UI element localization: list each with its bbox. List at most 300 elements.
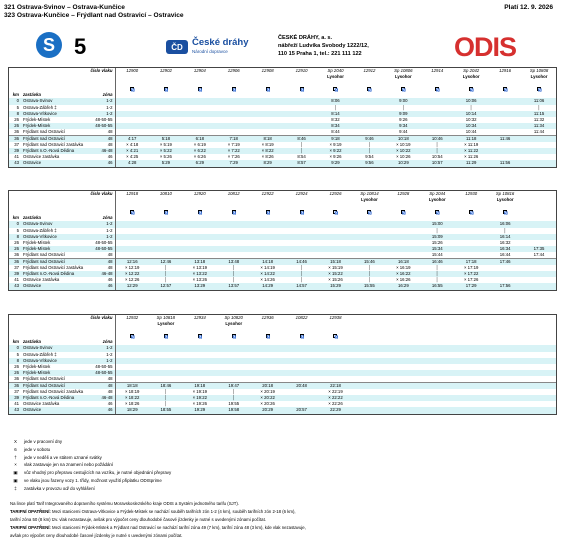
station-km: 0 (9, 221, 21, 227)
departure-time: 8:06 (319, 98, 353, 104)
wheelchair-icon: ♿ (436, 88, 440, 93)
departure-time (251, 252, 285, 259)
departure-time: 8:54 (297, 154, 306, 160)
station-name: Ostrava-Svinov (21, 345, 89, 351)
legend (12, 438, 171, 493)
train-number: Sp 10816 (495, 191, 515, 196)
station-zone: 1-2 (89, 221, 115, 227)
departure-time: 10:14 (454, 111, 488, 117)
note-text: tarifní zóna 50 (8 km) tzv. vlak nezastavuje, avšak pro výpočet ceny dlouhodobé časové jízdenky je nutné s uvedenými zónami počítat. (10, 517, 266, 522)
wheelchair-icon: ♿ (300, 335, 305, 340)
departure-time: │ (401, 104, 405, 110)
departure-time: 8:18 (251, 136, 285, 143)
departure-time: 5:29 (149, 160, 183, 166)
station-zone: 48 (89, 259, 115, 266)
departure-time: 15:46 (352, 259, 386, 266)
departure-time: │ (368, 277, 371, 283)
departure-time: 15:18 (319, 259, 353, 266)
departure-time: 14:29 (251, 283, 285, 289)
station-name: Ostrava-Zábřeh ‡ (23, 104, 57, 110)
station-name: Frýdlant nad Ostravicí (23, 375, 66, 381)
station-zone: 48 (89, 389, 115, 395)
station-km: 0 (9, 345, 21, 351)
legend-item (12, 461, 171, 469)
departure-time: 7:18 (217, 136, 251, 143)
departure-time: × 9:22 (319, 148, 353, 154)
departure-time: × 19:22 (183, 395, 217, 401)
departure-time: × 8:26 (261, 154, 274, 160)
station-zone: 48 (89, 265, 115, 271)
station-name: Frýdek-Místek (21, 370, 89, 376)
departure-time: × 5:26 (159, 154, 172, 160)
train-number: 12932 (126, 315, 139, 320)
train-number: 12936 (261, 315, 274, 320)
departure-time: 11:29 (454, 160, 488, 166)
departure-time: 9:29 (319, 160, 353, 166)
legend-symbol: ▣ (13, 470, 18, 476)
departure-time: 22:29 (319, 407, 353, 413)
departure-time: 20:29 (251, 407, 285, 413)
departure-time: × 15:22 (319, 271, 353, 277)
legend-symbol: 6 (14, 446, 17, 452)
departure-time: │ (352, 271, 386, 277)
departure-time: 12:46 (149, 259, 183, 266)
station-zone: 46 (89, 160, 115, 166)
departure-time (386, 252, 420, 259)
station-km: 0 (9, 98, 21, 104)
departure-time: × 14:19 (260, 265, 275, 271)
station-zone: 48-50-55 (89, 364, 115, 370)
station-zone: 1-2 (89, 352, 115, 358)
timetable-sheet (4, 4, 557, 541)
station-name: Frýdek-Místek (23, 363, 51, 369)
station-km: 5 (16, 104, 19, 110)
note-text: avšak pro výpočet ceny dlouhodobé časové jízdenky je nutné s uvedenými zónami počítat. (10, 533, 183, 538)
station-name: Frýdlant nad Ostravicí (21, 383, 89, 390)
station-name: Frýdlant nad Ostravicí zastávka (23, 389, 84, 395)
departure-time: 10:29 (386, 160, 420, 166)
station-km: 8 (9, 111, 21, 117)
validity-date: Platí 12. 9. 2026 (504, 4, 553, 11)
departure-time (454, 407, 488, 413)
departure-time: │ (285, 271, 319, 277)
station-zone: 48-50-55 (89, 117, 115, 123)
legend-symbol: † (14, 454, 17, 460)
departure-time: 15:44 (431, 251, 443, 257)
departure-time (352, 376, 386, 383)
train-number-label: číslo vlaku (89, 191, 115, 197)
departure-time: × 7:26 (227, 154, 240, 160)
timetable-block-1 (8, 67, 557, 168)
departure-time (149, 129, 183, 136)
departure-time (319, 376, 353, 383)
departure-time: │ (368, 265, 371, 271)
departure-time: │ (164, 401, 168, 407)
station-km: 5 (16, 351, 19, 357)
departure-time (352, 383, 386, 390)
station-row (9, 136, 556, 143)
train-number: Sp 10820 (224, 315, 243, 320)
departure-time: × 13:22 (183, 271, 217, 277)
departure-time: × 22:22 (319, 395, 353, 401)
train-number: 10810 (159, 191, 172, 196)
station-name: Frýdlant nad Ostravicí (21, 136, 89, 143)
departure-time: │ (217, 271, 251, 277)
departure-time: 19:18 (183, 383, 217, 390)
train-number: 12934 (193, 315, 206, 320)
train-number: Sp 10806 (394, 68, 413, 73)
departure-time: × 22:26 (328, 401, 343, 407)
departure-time: 16:29 (386, 283, 420, 289)
departure-time: 9:54 (365, 154, 374, 160)
wheelchair-icon: ♿ (334, 88, 339, 93)
departure-time: × 11:19 (464, 142, 479, 148)
wheelchair-icon: ♿ (266, 335, 271, 340)
station-name: Frýdlant n.O.-Nová Dědina (21, 395, 89, 401)
departure-time: 17:29 (454, 283, 488, 289)
departure-time: 16:55 (420, 283, 454, 289)
departure-time: │ (503, 227, 507, 233)
station-zone: 46-48 (89, 395, 115, 401)
s-line-logo (34, 30, 104, 65)
wheelchair-icon: ♿ (164, 211, 169, 216)
station-zone: 1-2 (89, 111, 115, 117)
station-km: 5 (16, 227, 19, 233)
departure-time: 20:48 (285, 383, 319, 390)
train-number: 10822 (295, 315, 308, 320)
station-km: 37 (14, 265, 19, 271)
departure-time (522, 136, 556, 143)
station-header: zastávka (23, 215, 41, 221)
departure-time: × 5:22 (149, 148, 183, 154)
station-zone: 48 (89, 376, 115, 383)
departure-time: 22:18 (319, 383, 353, 390)
departure-time: 7:29 (217, 160, 251, 166)
departure-time: │ (435, 265, 439, 271)
station-zone: 48 (89, 383, 115, 390)
departure-time: × 17:19 (463, 265, 479, 271)
departure-time: × 20:26 (260, 401, 275, 407)
departure-time (522, 160, 556, 166)
km-header: km (12, 339, 19, 345)
departure-time (183, 252, 217, 259)
departure-time (319, 252, 353, 259)
train-number: Sp 2042 (463, 68, 480, 73)
km-header: km (12, 215, 19, 221)
departure-time: 14:46 (285, 259, 319, 266)
wheelchair-icon: ♿ (232, 335, 237, 340)
departure-time (352, 129, 386, 136)
departure-time: 11:34 (522, 123, 556, 129)
departure-time: 16:32 (499, 239, 511, 245)
company-address: nábřeží Ludvíka Svobody 1222/12, (278, 43, 369, 49)
station-zone: 1-2 (89, 228, 115, 234)
note-line (10, 500, 555, 508)
station-km: 8 (9, 358, 21, 364)
departure-time: 11:18 (454, 136, 488, 143)
departure-time: 13:29 (183, 283, 217, 289)
wheelchair-icon: ♿ (504, 211, 508, 216)
wheelchair-icon: ♿ (436, 211, 440, 216)
station-km: 26 (9, 246, 21, 252)
station-name: Ostravice (21, 407, 89, 413)
departure-time: × 4:18 (126, 142, 139, 148)
train-name: Lysohor (462, 74, 480, 80)
departure-time: 19:58 (217, 407, 251, 413)
wheelchair-icon: ♿ (504, 88, 508, 93)
departure-time: │ (285, 148, 319, 154)
departure-time: │ (300, 277, 303, 283)
departure-time: × 16:19 (396, 265, 411, 271)
station-name: Ostrava-Svinov (21, 221, 89, 227)
train-number: 12928 (397, 191, 410, 196)
station-zone: 48 (89, 136, 115, 143)
departure-time: × 10:19 (396, 142, 411, 148)
departure-time: 4:28 (115, 160, 149, 166)
departure-time: │ (149, 395, 183, 401)
departure-time: × 14:26 (260, 277, 275, 283)
cd-icon (166, 40, 188, 54)
train-number: 12912 (363, 68, 376, 73)
departure-time: │ (352, 148, 386, 154)
departure-time: 9:34 (386, 123, 420, 129)
departure-time: 11:46 (488, 136, 522, 143)
departure-time (386, 383, 420, 390)
departure-time: 10:57 (420, 160, 454, 166)
legend-item (12, 438, 171, 446)
departure-time: 8:34 (319, 123, 353, 129)
station-zone: 1-2 (89, 105, 115, 111)
train-name: Lysohor (394, 74, 412, 80)
wheelchair-icon: ♿ (198, 335, 203, 340)
company-city: 110 15 Praha 1, tel.: 221 111 122 (278, 51, 362, 57)
s-line-number: 5 (74, 34, 87, 59)
note-line (10, 524, 555, 532)
departure-time: × 15:26 (328, 277, 343, 283)
company-name: ČESKÉ DRÁHY, a. s. (278, 35, 333, 41)
departure-time (285, 129, 319, 136)
departure-time: 9:56 (352, 160, 386, 166)
departure-time: │ (300, 142, 303, 148)
departure-time: 16:14 (488, 234, 522, 240)
station-name: Frýdlant nad Ostravicí (23, 251, 66, 257)
departure-time: 8:44 (331, 128, 340, 134)
departure-time: × 19:19 (192, 389, 208, 395)
wheelchair-icon: ♿ (266, 211, 271, 216)
station-zone: 46 (89, 401, 115, 407)
train-number: Sp 10808 (529, 68, 549, 73)
departure-time: │ (232, 389, 236, 395)
station-km: 36 (14, 128, 19, 134)
train-name: Lysohor (530, 74, 548, 80)
station-row (9, 259, 556, 266)
train-number: 12916 (499, 68, 512, 73)
departure-time (488, 407, 522, 413)
departure-time: │ (334, 104, 337, 110)
train-number: Sp 10814 (360, 191, 379, 196)
legend-text: zastávka v provozu od/ do vyhlášení (24, 485, 95, 491)
station-km: 41 (14, 401, 19, 407)
departure-time: 10:32 (465, 116, 477, 122)
station-name: Frýdlant n.O.-Nová Dědina (21, 148, 89, 154)
departure-time (420, 383, 454, 390)
station-km: 26 (9, 123, 21, 129)
departure-time: │ (164, 389, 168, 395)
station-zone: 1-2 (89, 345, 115, 351)
departure-time: 8:57 (285, 160, 319, 166)
train-name: Lysohor (361, 197, 378, 203)
departure-time: × 22:19 (328, 389, 343, 395)
station-zone: 48 (89, 129, 115, 136)
departure-time (183, 376, 217, 383)
legend-item (12, 454, 171, 462)
station-km: 37 (14, 142, 19, 148)
station-zone: 46 (89, 154, 115, 160)
wheelchair-icon: ♿ (164, 335, 169, 340)
departure-time: 19:55 (228, 401, 240, 407)
departure-time: × 9:26 (329, 154, 342, 160)
departure-time (420, 407, 454, 413)
departure-time: × 12:19 (124, 265, 140, 271)
train-name: Lysohor (428, 197, 446, 203)
zone-header: zóna (89, 215, 115, 221)
station-zone: 46 (89, 277, 115, 283)
train-name: Lysohor (496, 197, 514, 203)
station-km: 36 (14, 251, 19, 257)
departure-time: 8:29 (251, 160, 285, 166)
departure-time (386, 376, 420, 383)
legend-item (12, 485, 171, 493)
departure-time: 8:14 (319, 111, 353, 117)
station-row (9, 160, 556, 166)
departure-time: 16:46 (420, 259, 454, 266)
station-zone: 48-50-55 (89, 123, 115, 129)
svg-text:S: S (42, 35, 56, 55)
station-name: Frýdek-Místek (21, 123, 89, 129)
station-name: Frýdek-Místek (23, 116, 51, 122)
station-km: 39 (9, 148, 21, 154)
station-name: Ostravice zastávka (23, 401, 60, 407)
departure-time: 10:54 (431, 154, 443, 160)
wheelchair-icon: ♿ (198, 88, 203, 93)
train-number: 12908 (261, 68, 274, 73)
station-name: Ostravice zastávka (23, 277, 60, 283)
departure-time: │ (232, 265, 236, 271)
departure-time: 18:18 (115, 383, 149, 390)
wheelchair-icon: ♿ (198, 211, 203, 216)
train-number: 12910 (295, 68, 308, 73)
departure-time: 17:46 (488, 259, 522, 266)
departure-time: │ (435, 227, 439, 233)
legend-text: ve vlaku jsou řazeny vozy 1. třídy, možnost využití připlatku ODISprime (24, 477, 162, 483)
departure-time: 16:44 (499, 251, 511, 257)
departure-time: × 7:22 (217, 148, 251, 154)
departure-time: × 19:26 (192, 401, 208, 407)
svg-text:ČD: ČD (171, 43, 183, 52)
station-km: 36 (9, 259, 21, 266)
departure-time: × 17:26 (463, 277, 479, 283)
departure-time: 18:46 (149, 383, 183, 390)
departure-time (488, 129, 522, 136)
train-number: 12924 (295, 191, 308, 196)
ceske-drahy-logo (166, 38, 249, 56)
note-line (10, 516, 555, 524)
wheelchair-icon: ♿ (232, 88, 237, 93)
departure-time: × 11:22 (454, 148, 488, 154)
legend-item (12, 477, 171, 485)
departure-time: 9:44 (399, 128, 408, 134)
departure-time: 8:32 (331, 116, 340, 122)
departure-time: 11:32 (533, 116, 545, 122)
wheelchair-icon: ♿ (334, 335, 339, 340)
departure-time (217, 129, 251, 136)
station-km: 26 (14, 116, 19, 122)
departure-time: 15:34 (420, 246, 454, 252)
departure-time: × 8:19 (261, 142, 274, 148)
departure-time: │ (420, 271, 454, 277)
departure-time (454, 252, 488, 259)
departure-time: 17:56 (488, 283, 522, 289)
station-km: 26 (14, 239, 19, 245)
departure-time: │ (469, 104, 473, 110)
departure-time: × 18:19 (124, 389, 140, 395)
departure-time: 16:18 (386, 259, 420, 266)
departure-time (251, 376, 285, 383)
departure-time: 19:29 (183, 407, 217, 413)
departure-time: 10:44 (465, 128, 477, 134)
station-row (9, 129, 556, 136)
departure-time: 6:18 (183, 136, 217, 143)
departure-time (522, 376, 556, 383)
departure-time (115, 252, 149, 259)
departure-time: 17:18 (454, 259, 488, 266)
departure-time: 15:29 (319, 283, 353, 289)
departure-time: × 18:26 (124, 401, 140, 407)
train-number: Sp 2040 (327, 68, 344, 73)
departure-time (352, 252, 386, 259)
departure-time (454, 376, 488, 383)
train-number: 12918 (126, 191, 139, 196)
station-name: Ostrava-Zábřeh ‡ (23, 227, 57, 233)
departure-time (115, 129, 149, 136)
train-number-label: číslo vlaku (89, 68, 115, 74)
departure-time: × 11:26 (464, 154, 479, 160)
departure-time: × 4:25 (126, 154, 139, 160)
station-km: 26 (14, 363, 19, 369)
departure-time (420, 376, 454, 383)
station-km: 8 (9, 234, 21, 240)
departure-time: 10:06 (454, 98, 488, 104)
station-zone: 48-50-55 (89, 370, 115, 376)
wheelchair-icon: ♿ (368, 88, 373, 93)
departure-time: 16:06 (488, 221, 522, 227)
departure-time: 17:44 (533, 251, 545, 257)
legend-item (12, 469, 171, 477)
departure-time: │ (217, 395, 251, 401)
wheelchair-icon: ♿ (131, 335, 135, 340)
departure-time: 17:35 (522, 246, 556, 252)
departure-time: │ (232, 277, 236, 283)
departure-time: 18:29 (115, 407, 149, 413)
note-line (10, 508, 555, 516)
legend-text: jede v neděli a ve státem uznané svátky (24, 454, 102, 460)
departure-time: 12:29 (115, 283, 149, 289)
company-info (278, 34, 369, 58)
train-number: 12914 (431, 68, 444, 73)
departure-time: 18:55 (149, 407, 183, 413)
departure-time: × 12:22 (115, 271, 149, 277)
departure-time: 15:26 (431, 239, 443, 245)
